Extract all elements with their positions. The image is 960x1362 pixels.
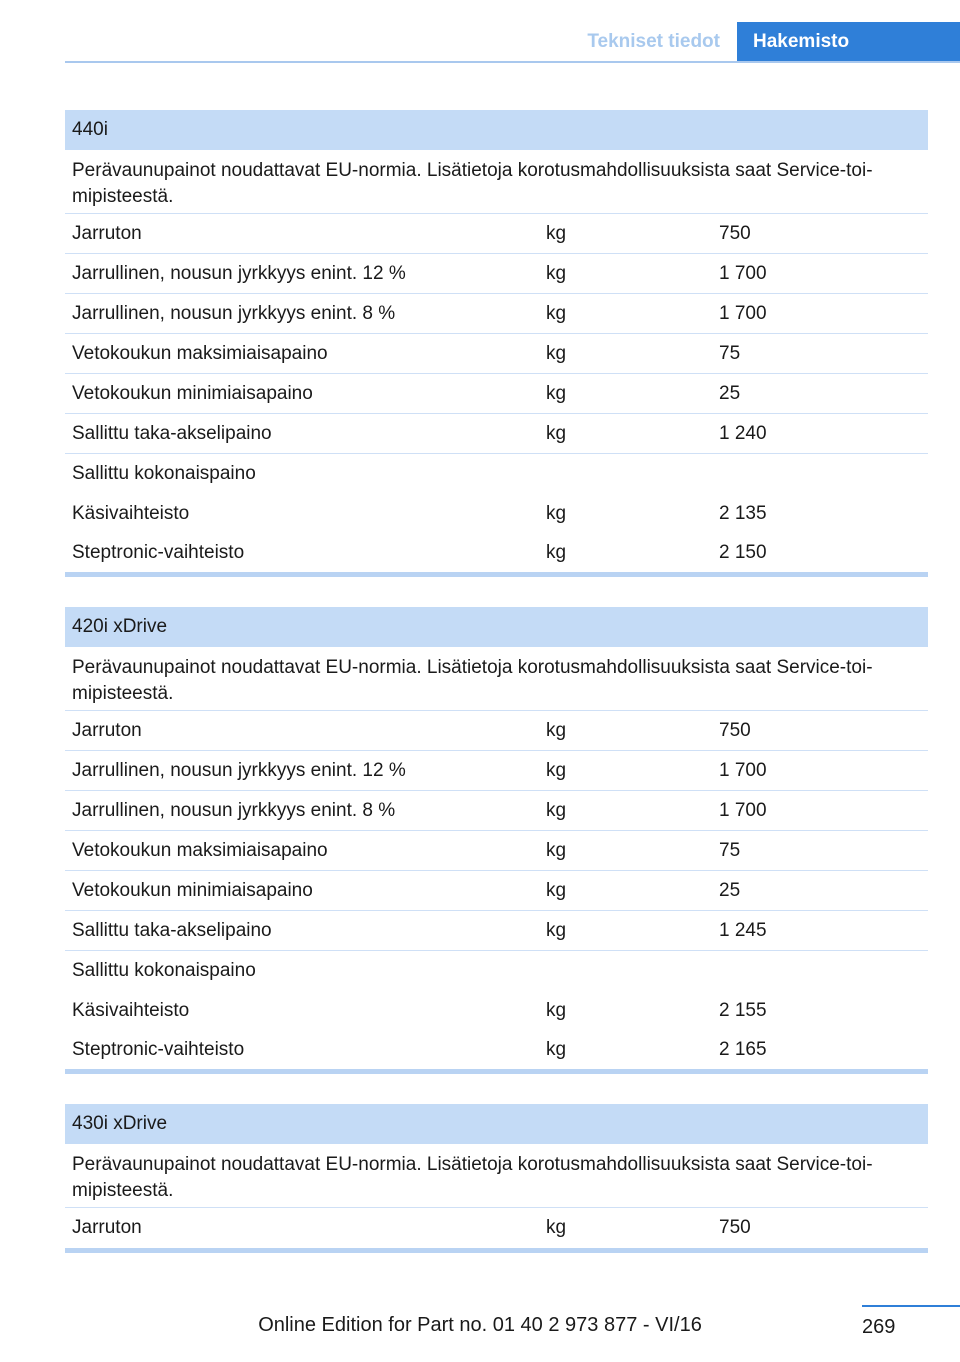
row-unit: kg <box>546 503 567 524</box>
row-unit: kg <box>546 263 567 284</box>
table-note: Perävaunupainot noudattavat EU-normia. Lisätietoja korotusmahdollisuuksista saat Service-toimipisteestä. <box>65 1144 928 1208</box>
row-value: 1 700 <box>719 800 767 821</box>
table-title: 440i <box>65 110 928 150</box>
table-row <box>65 991 928 1030</box>
table-row <box>65 711 928 751</box>
row-unit: kg <box>546 223 567 244</box>
table-row <box>65 494 928 533</box>
group-label: Sallittu kokonaispaino <box>72 463 256 484</box>
table-group-row <box>65 951 928 991</box>
row-unit: kg <box>546 800 567 821</box>
table-row <box>65 214 928 254</box>
row-unit: kg <box>546 542 567 563</box>
row-label: Sallittu taka-akselipaino <box>72 423 272 444</box>
row-value: 750 <box>719 223 751 244</box>
row-label: Jarruton <box>72 1217 142 1238</box>
row-value: 1 700 <box>719 263 767 284</box>
row-unit: kg <box>546 840 567 861</box>
table-title: 430i xDrive <box>65 1104 928 1144</box>
row-value: 750 <box>719 720 751 741</box>
row-label: Vetokoukun minimiaisapaino <box>72 383 313 404</box>
row-unit: kg <box>546 920 567 941</box>
row-label: Käsivaihteisto <box>72 503 190 524</box>
row-unit: kg <box>546 303 567 324</box>
table-row <box>65 791 928 831</box>
group-label: Sallittu kokonaispaino <box>72 960 256 981</box>
row-unit: kg <box>546 1039 567 1060</box>
row-value: 2 165 <box>719 1039 767 1060</box>
row-label: Jarrullinen, nousun jyrkkyys enint. 12 % <box>72 263 406 284</box>
page-number: 269 <box>862 1316 896 1338</box>
row-label: Jarrullinen, nousun jyrkkyys enint. 8 % <box>72 800 396 821</box>
table-row <box>65 414 928 454</box>
table-row <box>65 871 928 911</box>
row-value: 2 155 <box>719 1000 767 1021</box>
table-row <box>65 254 928 294</box>
row-value: 25 <box>719 383 741 404</box>
table-row <box>65 751 928 791</box>
row-label: Vetokoukun maksimiaisapaino <box>72 840 328 861</box>
row-unit: kg <box>546 1217 567 1238</box>
header-divider <box>65 61 960 63</box>
row-unit: kg <box>546 383 567 404</box>
row-label: Vetokoukun maksimiaisapaino <box>72 343 328 364</box>
table-row <box>65 1030 928 1069</box>
table-title: 420i xDrive <box>65 607 928 647</box>
row-value: 1 240 <box>719 423 767 444</box>
row-value: 1 700 <box>719 303 767 324</box>
table-row <box>65 374 928 414</box>
row-label: Steptronic-vaihteisto <box>72 542 245 563</box>
table-row <box>65 533 928 572</box>
tab-tekniset-tiedot[interactable]: Tekniset tiedot <box>587 31 720 52</box>
table-end-rule <box>65 1069 928 1074</box>
row-value: 2 150 <box>719 542 767 563</box>
row-unit: kg <box>546 1000 567 1021</box>
table-end-rule <box>65 572 928 577</box>
row-label: Käsivaihteisto <box>72 1000 190 1021</box>
row-unit: kg <box>546 423 567 444</box>
table-row <box>65 831 928 871</box>
spec-table-440i <box>65 110 928 577</box>
row-label: Jarrullinen, nousun jyrkkyys enint. 8 % <box>72 303 396 324</box>
row-value: 75 <box>719 840 741 861</box>
row-unit: kg <box>546 720 567 741</box>
row-unit: kg <box>546 760 567 781</box>
table-row <box>65 1208 928 1248</box>
spec-table-420i-xdrive <box>65 607 928 1074</box>
row-label: Steptronic-vaihteisto <box>72 1039 245 1060</box>
table-group-row <box>65 454 928 494</box>
spec-table-430i-xdrive <box>65 1104 928 1253</box>
row-label: Jarruton <box>72 720 142 741</box>
row-value: 1 245 <box>719 920 767 941</box>
row-value: 1 700 <box>719 760 767 781</box>
footer-edition-text: Online Edition for Part no. 01 40 2 973 877 - VI/16 <box>258 1314 702 1336</box>
row-value: 750 <box>719 1217 751 1238</box>
table-note: Perävaunupainot noudattavat EU-normia. Lisätietoja korotusmahdollisuuksista saat Service-toimipisteestä. <box>65 647 928 711</box>
row-unit: kg <box>546 343 567 364</box>
table-row <box>65 911 928 951</box>
row-value: 2 135 <box>719 503 767 524</box>
row-label: Jarruton <box>72 223 142 244</box>
table-row <box>65 294 928 334</box>
page-number-rule <box>862 1305 960 1307</box>
table-note: Perävaunupainot noudattavat EU-normia. Lisätietoja korotusmahdollisuuksista saat Service-toimipisteestä. <box>65 150 928 214</box>
row-label: Sallittu taka-akselipaino <box>72 920 272 941</box>
row-unit: kg <box>546 880 567 901</box>
row-label: Jarrullinen, nousun jyrkkyys enint. 12 % <box>72 760 406 781</box>
table-end-rule <box>65 1248 928 1253</box>
tab-hakemisto[interactable]: Hakemisto <box>737 22 960 62</box>
row-label: Vetokoukun minimiaisapaino <box>72 880 313 901</box>
table-row <box>65 334 928 374</box>
row-value: 25 <box>719 880 741 901</box>
row-value: 75 <box>719 343 741 364</box>
